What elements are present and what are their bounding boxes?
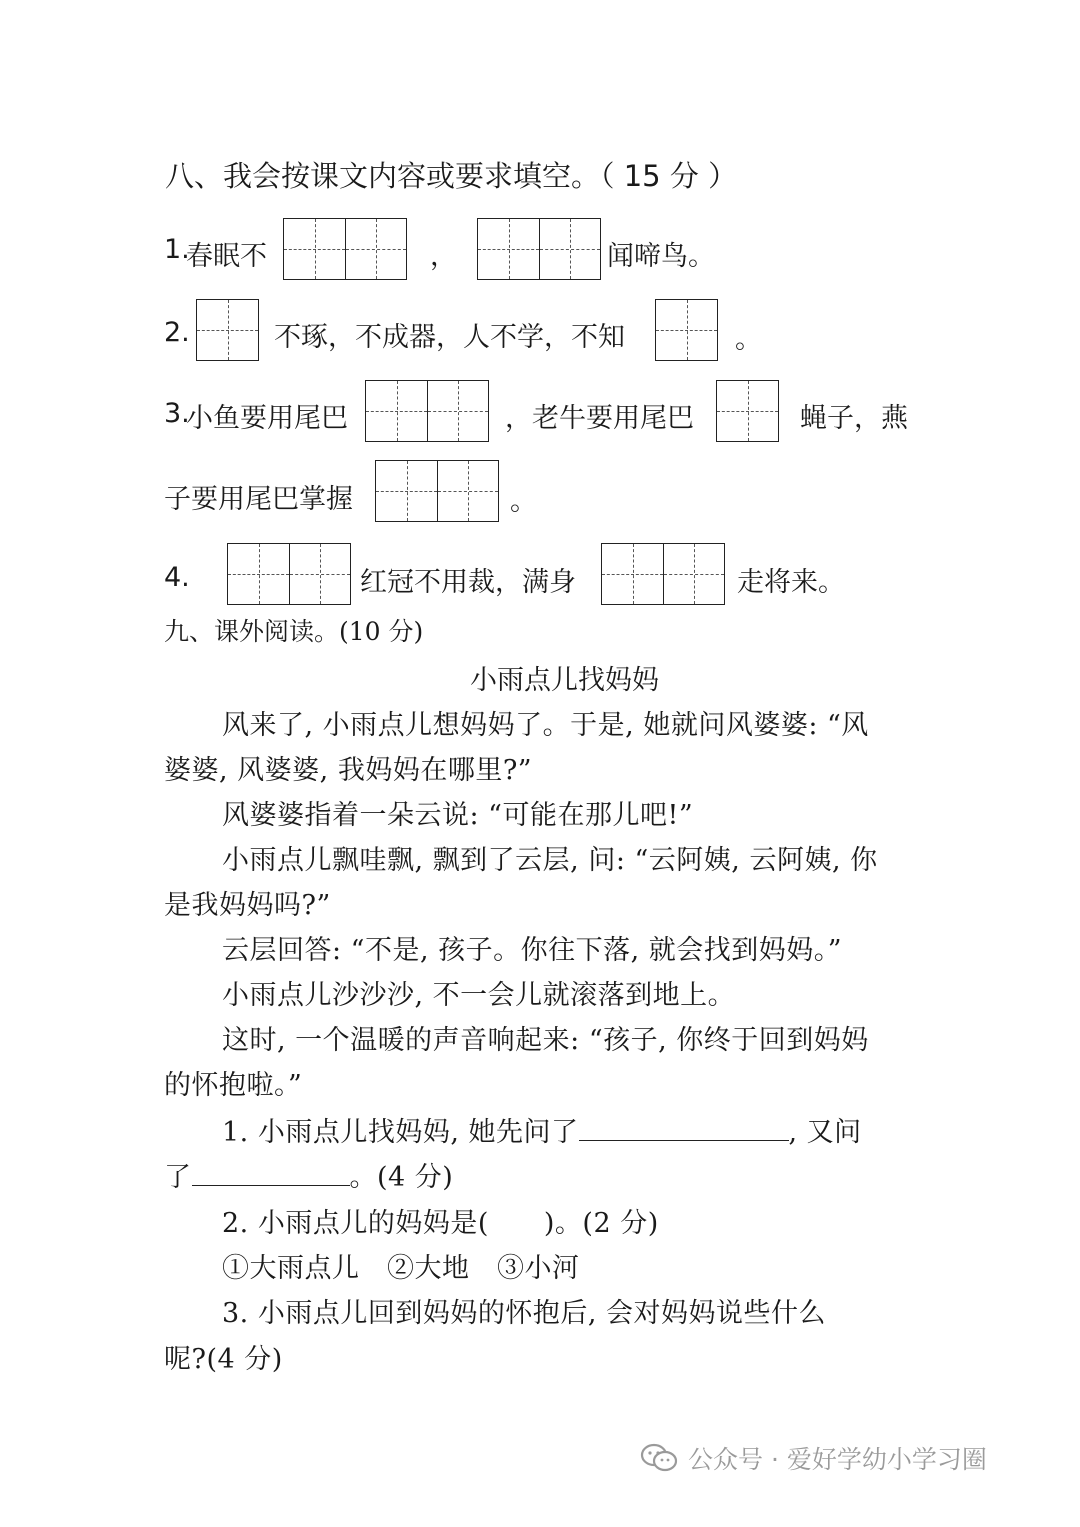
story-paragraph: 小雨点儿飘哇飘, 飘到了云层, 问: “云阿姨, 云阿姨, 你	[222, 845, 878, 876]
grid-cell	[478, 219, 539, 279]
story-paragraph: 小雨点儿沙沙沙, 不一会儿就滚落到地上。	[222, 980, 736, 1011]
grid-cell	[376, 461, 437, 521]
story-paragraph: 婆婆, 风婆婆, 我妈妈在哪里?”	[164, 755, 533, 786]
grid-cell	[289, 544, 350, 604]
reading-question-3-line1: 3. 小雨点儿回到妈妈的怀抱后, 会对妈妈说些什么	[222, 1298, 827, 1329]
q8-1-text-after: 闻啼鸟。	[607, 241, 715, 272]
grid-cell	[717, 381, 778, 441]
wechat-icon	[640, 1443, 678, 1473]
q8-3-number: 3.	[164, 398, 190, 429]
grid-cell	[366, 381, 427, 441]
grid-cell	[345, 219, 406, 279]
writing-grid-q1-a[interactable]	[283, 218, 407, 280]
answer-blank-2[interactable]	[192, 1161, 350, 1186]
q8-1-number: 1.	[164, 234, 190, 265]
reading-question-2: 2. 小雨点儿的妈妈是( )。(2 分)	[222, 1208, 659, 1239]
section-8-heading	[165, 154, 737, 195]
q8-3-line2: 子要用尾巴掌握	[164, 484, 353, 515]
story-paragraph: 这时, 一个温暖的声音响起来: “孩子, 你终于回到妈妈	[222, 1025, 869, 1056]
question-1-text-c: 了	[164, 1162, 192, 1193]
watermark-text: 公众号 · 爱好学幼小学习圈	[688, 1445, 987, 1474]
watermark	[640, 1440, 987, 1476]
writing-grid-q4-b[interactable]	[601, 543, 725, 605]
grid-cell	[427, 381, 488, 441]
story-paragraph: 风来了, 小雨点儿想妈妈了。于是, 她就问风婆婆: “风	[222, 710, 869, 741]
question-1-text-b: , 又问	[788, 1117, 862, 1148]
q8-1-text-before: 春眠不	[186, 241, 267, 272]
grid-cell	[197, 300, 258, 360]
writing-grid-q1-b[interactable]	[477, 218, 601, 280]
writing-grid-q3-c[interactable]	[375, 460, 499, 522]
question-2-options: ①大雨点儿 ②大地 ③小河	[222, 1253, 580, 1284]
q8-4-end: 走将来。	[737, 567, 845, 598]
writing-grid-q3-b[interactable]	[716, 380, 779, 442]
writing-grid-q4-a[interactable]	[227, 543, 351, 605]
story-paragraph: 是我妈妈吗?”	[164, 890, 331, 921]
section-8-score: （ 15 分 ）	[600, 159, 738, 193]
grid-cell	[602, 544, 663, 604]
writing-grid-q2-b[interactable]	[655, 299, 718, 361]
q8-2-text-mid: 不琢，不成器，人不学，不知	[274, 322, 625, 353]
reading-question-3-line2: 呢?(4 分)	[164, 1344, 283, 1375]
q8-3-part3: 蝇子，燕	[800, 403, 908, 434]
grid-cell	[656, 300, 717, 360]
q8-4-number: 4.	[164, 562, 190, 593]
grid-cell	[437, 461, 498, 521]
grid-cell	[539, 219, 600, 279]
q8-1-comma: ，	[430, 241, 457, 272]
grid-cell	[663, 544, 724, 604]
q8-2-number: 2.	[164, 317, 190, 348]
writing-grid-q2-a[interactable]	[196, 299, 259, 361]
writing-grid-q3-a[interactable]	[365, 380, 489, 442]
story-title: 小雨点儿找妈妈	[470, 665, 659, 696]
q8-2-end: 。	[735, 324, 762, 355]
q8-3-part2: ，老牛要用尾巴	[505, 403, 694, 434]
section-9-title: 九、课外阅读。(10 分)	[164, 617, 424, 646]
reading-question-1-line1	[222, 1110, 862, 1149]
grid-cell	[284, 219, 345, 279]
story-paragraph: 云层回答: “不是, 孩子。你往下落, 就会找到妈妈。”	[222, 935, 843, 966]
grid-cell	[228, 544, 289, 604]
answer-blank-1[interactable]	[579, 1116, 789, 1141]
section-8-title: 八、我会按课文内容或要求填空。	[165, 159, 601, 193]
q8-3-part1: 小鱼要用尾巴	[186, 403, 348, 434]
q8-4-mid: 红冠不用裁，满身	[360, 567, 576, 598]
story-paragraph: 风婆婆指着一朵云说: “可能在那儿吧!”	[222, 800, 694, 831]
q8-3-end: 。	[510, 486, 537, 517]
question-1-text-d: 。(4 分)	[349, 1162, 454, 1193]
question-1-text-a: 1. 小雨点儿找妈妈, 她先问了	[222, 1117, 579, 1148]
reading-question-1-line2	[164, 1155, 453, 1194]
story-paragraph: 的怀抱啦。”	[164, 1070, 303, 1101]
